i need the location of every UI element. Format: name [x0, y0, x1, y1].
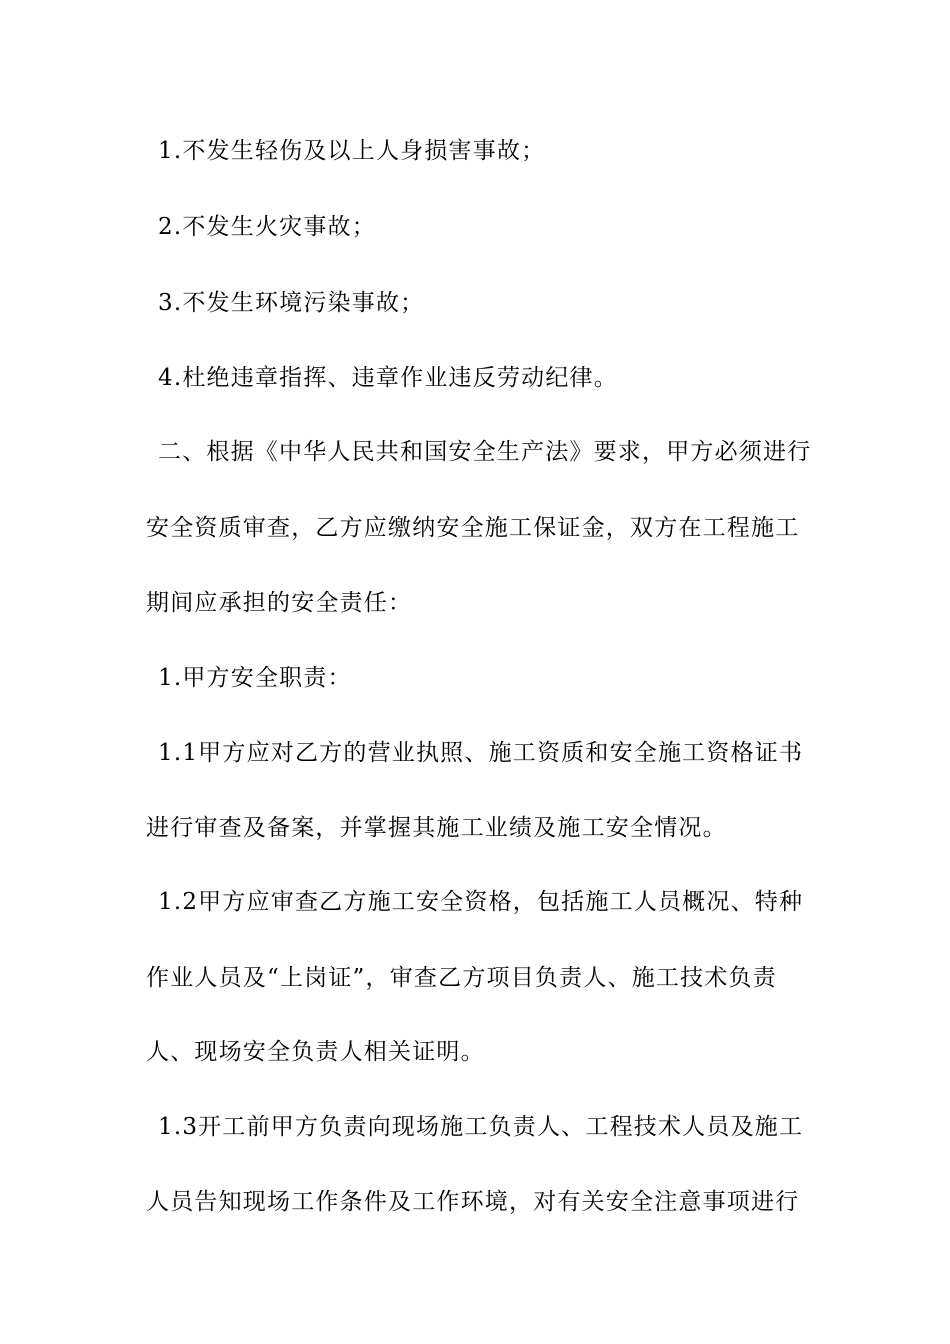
clause-1-1-line-2: 进行审查及备案，并掌握其施工业绩及施工安全情况。 — [146, 815, 727, 841]
section-2-line-1: 二、根据《中华人民共和国安全生产法》要求，甲方必须进行 — [158, 439, 812, 465]
clause-1-2-line-3: 人、现场安全负责人相关证明。 — [146, 1039, 485, 1065]
clause-1-1-line-1: 1.1甲方应对乙方的营业执照、施工资质和安全施工资格证书 — [158, 740, 804, 766]
list-item-1: 1.不发生轻伤及以上人身损害事故； — [158, 138, 546, 164]
party-a-duties-heading: 1.甲方安全职责： — [158, 665, 352, 691]
clause-1-2-line-2: 作业人员及“上岗证”，审查乙方项目负责人、施工技术负责 — [146, 965, 777, 991]
clause-1-2-line-1: 1.2甲方应审查乙方施工安全资格，包括施工人员概况、特种 — [158, 889, 804, 915]
section-2-line-3: 期间应承担的安全责任： — [146, 590, 413, 616]
list-item-3: 3.不发生环境污染事故； — [158, 290, 425, 316]
section-2-line-2: 安全资质审查，乙方应缴纳安全施工保证金，双方在工程施工 — [146, 515, 800, 541]
clause-1-3-line-2: 人员告知现场工作条件及工作环境，对有关安全注意事项进行 — [146, 1189, 800, 1215]
list-item-2: 2.不发生火灾事故； — [158, 214, 376, 240]
clause-1-3-line-1: 1.3开工前甲方负责向现场施工负责人、工程技术人员及施工 — [158, 1114, 804, 1140]
list-item-4: 4.杜绝违章指挥、违章作业违反劳动纪律。 — [158, 365, 618, 391]
